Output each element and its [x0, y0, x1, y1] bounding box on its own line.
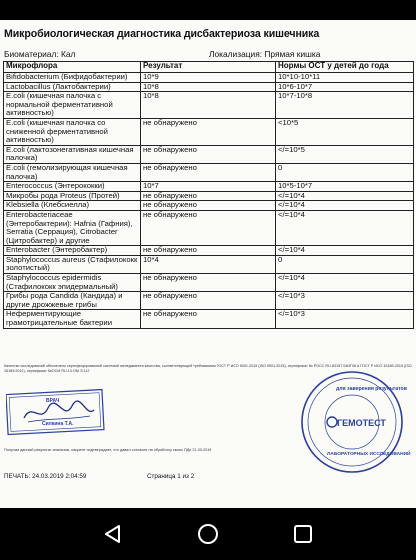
doctor-stamp — [6, 388, 106, 438]
cell-norm: </=10*3 — [276, 292, 414, 310]
cell-microflora: Staphylococcus epidermidis (Стафилококк эпидермальный) — [4, 274, 141, 292]
seal-top-text: для заверения результатов — [336, 386, 407, 392]
cell-result: не обнаружено — [141, 145, 276, 163]
cell-norm: </=10*4 — [276, 246, 414, 256]
cell-microflora: E.coli (гемолизирующая кишечная палочка) — [4, 163, 141, 181]
table-row — [4, 255, 414, 273]
cell-result: не обнаружено — [141, 310, 276, 328]
doctor-stamp-name: Силкина Т.А. — [42, 421, 74, 427]
table-row — [4, 82, 414, 92]
report-meta — [4, 49, 412, 61]
table-row — [4, 310, 414, 328]
cell-result: 10*8 — [141, 82, 276, 92]
header-norms: Нормы ОСТ у детей до года — [276, 62, 414, 73]
table-row — [4, 210, 414, 245]
cell-microflora: Enterococcus (Энтерококки) — [4, 182, 141, 192]
page-number: Страница 1 из 2 — [147, 473, 195, 480]
cell-norm: 0 — [276, 255, 414, 273]
cell-norm: </=10*5 — [276, 145, 414, 163]
cell-result: не обнаружено — [141, 118, 276, 145]
cell-microflora: Bifidobacterium (Бифидобактерии) — [4, 73, 141, 83]
back-button[interactable] — [101, 522, 125, 546]
table-row — [4, 145, 414, 163]
cell-result: 10*7 — [141, 182, 276, 192]
table-row — [4, 118, 414, 145]
table-row — [4, 73, 414, 83]
cell-norm: </=10*3 — [276, 310, 414, 328]
cell-microflora: E.coli (кишечная палочка с нормальной ферментативной активностью) — [4, 92, 141, 119]
table-row — [4, 246, 414, 256]
cell-microflora: E.coli (кишечная палочка со сниженной ферментативной активностью) — [4, 118, 141, 145]
cell-result: не обнаружено — [141, 274, 276, 292]
table-row — [4, 92, 414, 119]
back-triangle-icon — [101, 522, 125, 546]
cell-result: 10*9 — [141, 73, 276, 83]
biomaterial-label: Биоматериал: Кал — [4, 49, 76, 59]
cell-result: не обнаружено — [141, 191, 276, 201]
table-row — [4, 292, 414, 310]
report-title: Микробиологическая диагностика дисбактериоза кишечника — [4, 28, 320, 40]
cell-microflora: Klebsiella (Клебсиелла) — [4, 201, 141, 211]
android-nav-bar — [0, 508, 416, 560]
cell-microflora: Enterobacter (Энтеробактер) — [4, 246, 141, 256]
status-bar — [0, 0, 416, 20]
cell-result: 10*4 — [141, 255, 276, 273]
cell-norm: </=10*4 — [276, 274, 414, 292]
table-row — [4, 182, 414, 192]
header-microflora: Микрофлора — [4, 62, 141, 73]
cell-norm: <10*5 — [276, 118, 414, 145]
print-date: ПЕЧАТЬ: 24.03.2019 2:04:59 — [4, 473, 87, 480]
cell-result: не обнаружено — [141, 201, 276, 211]
cell-microflora: Enterobacteriaceae (Энтеробактерии): Hafnia (Гафния), Serratia (Серрация), Citrobacter (Цитробактер) и другие — [4, 210, 141, 245]
recents-button[interactable] — [291, 522, 315, 546]
lab-seal — [300, 370, 411, 474]
cell-norm: 0 — [276, 163, 414, 181]
table-header-row — [4, 62, 414, 73]
cell-norm: 10*7-10*8 — [276, 92, 414, 119]
table-row — [4, 201, 414, 211]
document-page — [0, 20, 416, 508]
home-button[interactable] — [196, 522, 220, 546]
cell-microflora: Lactobacillus (Лактобактерии) — [4, 82, 141, 92]
home-circle-icon — [196, 522, 220, 546]
table-row — [4, 191, 414, 201]
cell-result: 10*8 — [141, 92, 276, 119]
seal-brand: ГЕМОТЕСТ — [337, 418, 386, 428]
results-table — [3, 61, 414, 329]
table-row — [4, 163, 414, 181]
cell-microflora: E.coli (лактозонегативная кишечная палочка) — [4, 145, 141, 163]
table-row — [4, 274, 414, 292]
cell-result: не обнаружено — [141, 292, 276, 310]
header-result: Результат — [141, 62, 276, 73]
cell-microflora: Грибы рода Candida (Кандида) и другие дрожжевые грибы — [4, 292, 141, 310]
seal-bottom-text: ЛАБОРАТОРНЫХ ИССЛЕДОВАНИЙ — [327, 452, 411, 457]
doctor-stamp-frame — [6, 388, 106, 438]
cell-result: не обнаружено — [141, 210, 276, 245]
cell-norm: </=10*4 — [276, 210, 414, 245]
cell-norm: </=10*4 — [276, 201, 414, 211]
cell-microflora: Неферментирующие грамотрицательные бактерии — [4, 310, 141, 328]
cell-norm: </=10*4 — [276, 191, 414, 201]
cell-norm: 10*5-10*7 — [276, 182, 414, 192]
consent-note: Получая данный результат анализов, пациент подтверждает, что давал согласие на обработку своих ПДн 21.03.2019 — [4, 448, 212, 452]
cell-result: не обнаружено — [141, 163, 276, 181]
cell-result: не обнаружено — [141, 246, 276, 256]
cell-microflora: Микробы рода Proteus (Протей) — [4, 191, 141, 201]
doctor-stamp-title: ВРАЧ — [46, 398, 60, 404]
cell-norm: 10*6-10*7 — [276, 82, 414, 92]
recents-square-icon — [291, 522, 315, 546]
cell-microflora: Staphylococcus aureus (Стафилококк золотистый) — [4, 255, 141, 273]
quality-fineprint: Качество исследований обеспечено сертифицированной системой менеджмента качества, соответствующей требованиям ГОСТ Р ИСО 9001-2015 (ISO 9001:2015), сертификат № РОСС RU.И1157.04ИГ06 и ГОСТ Р ИСО 15189-2015 (ISO 15189:2012), сертификат №ОСМ RU.13.ОМ.Э.112 — [4, 364, 412, 373]
localization-label: Локализация: Прямая кишка — [209, 49, 321, 59]
cell-norm: 10*10-10*11 — [276, 73, 414, 83]
document-footer — [4, 473, 412, 483]
